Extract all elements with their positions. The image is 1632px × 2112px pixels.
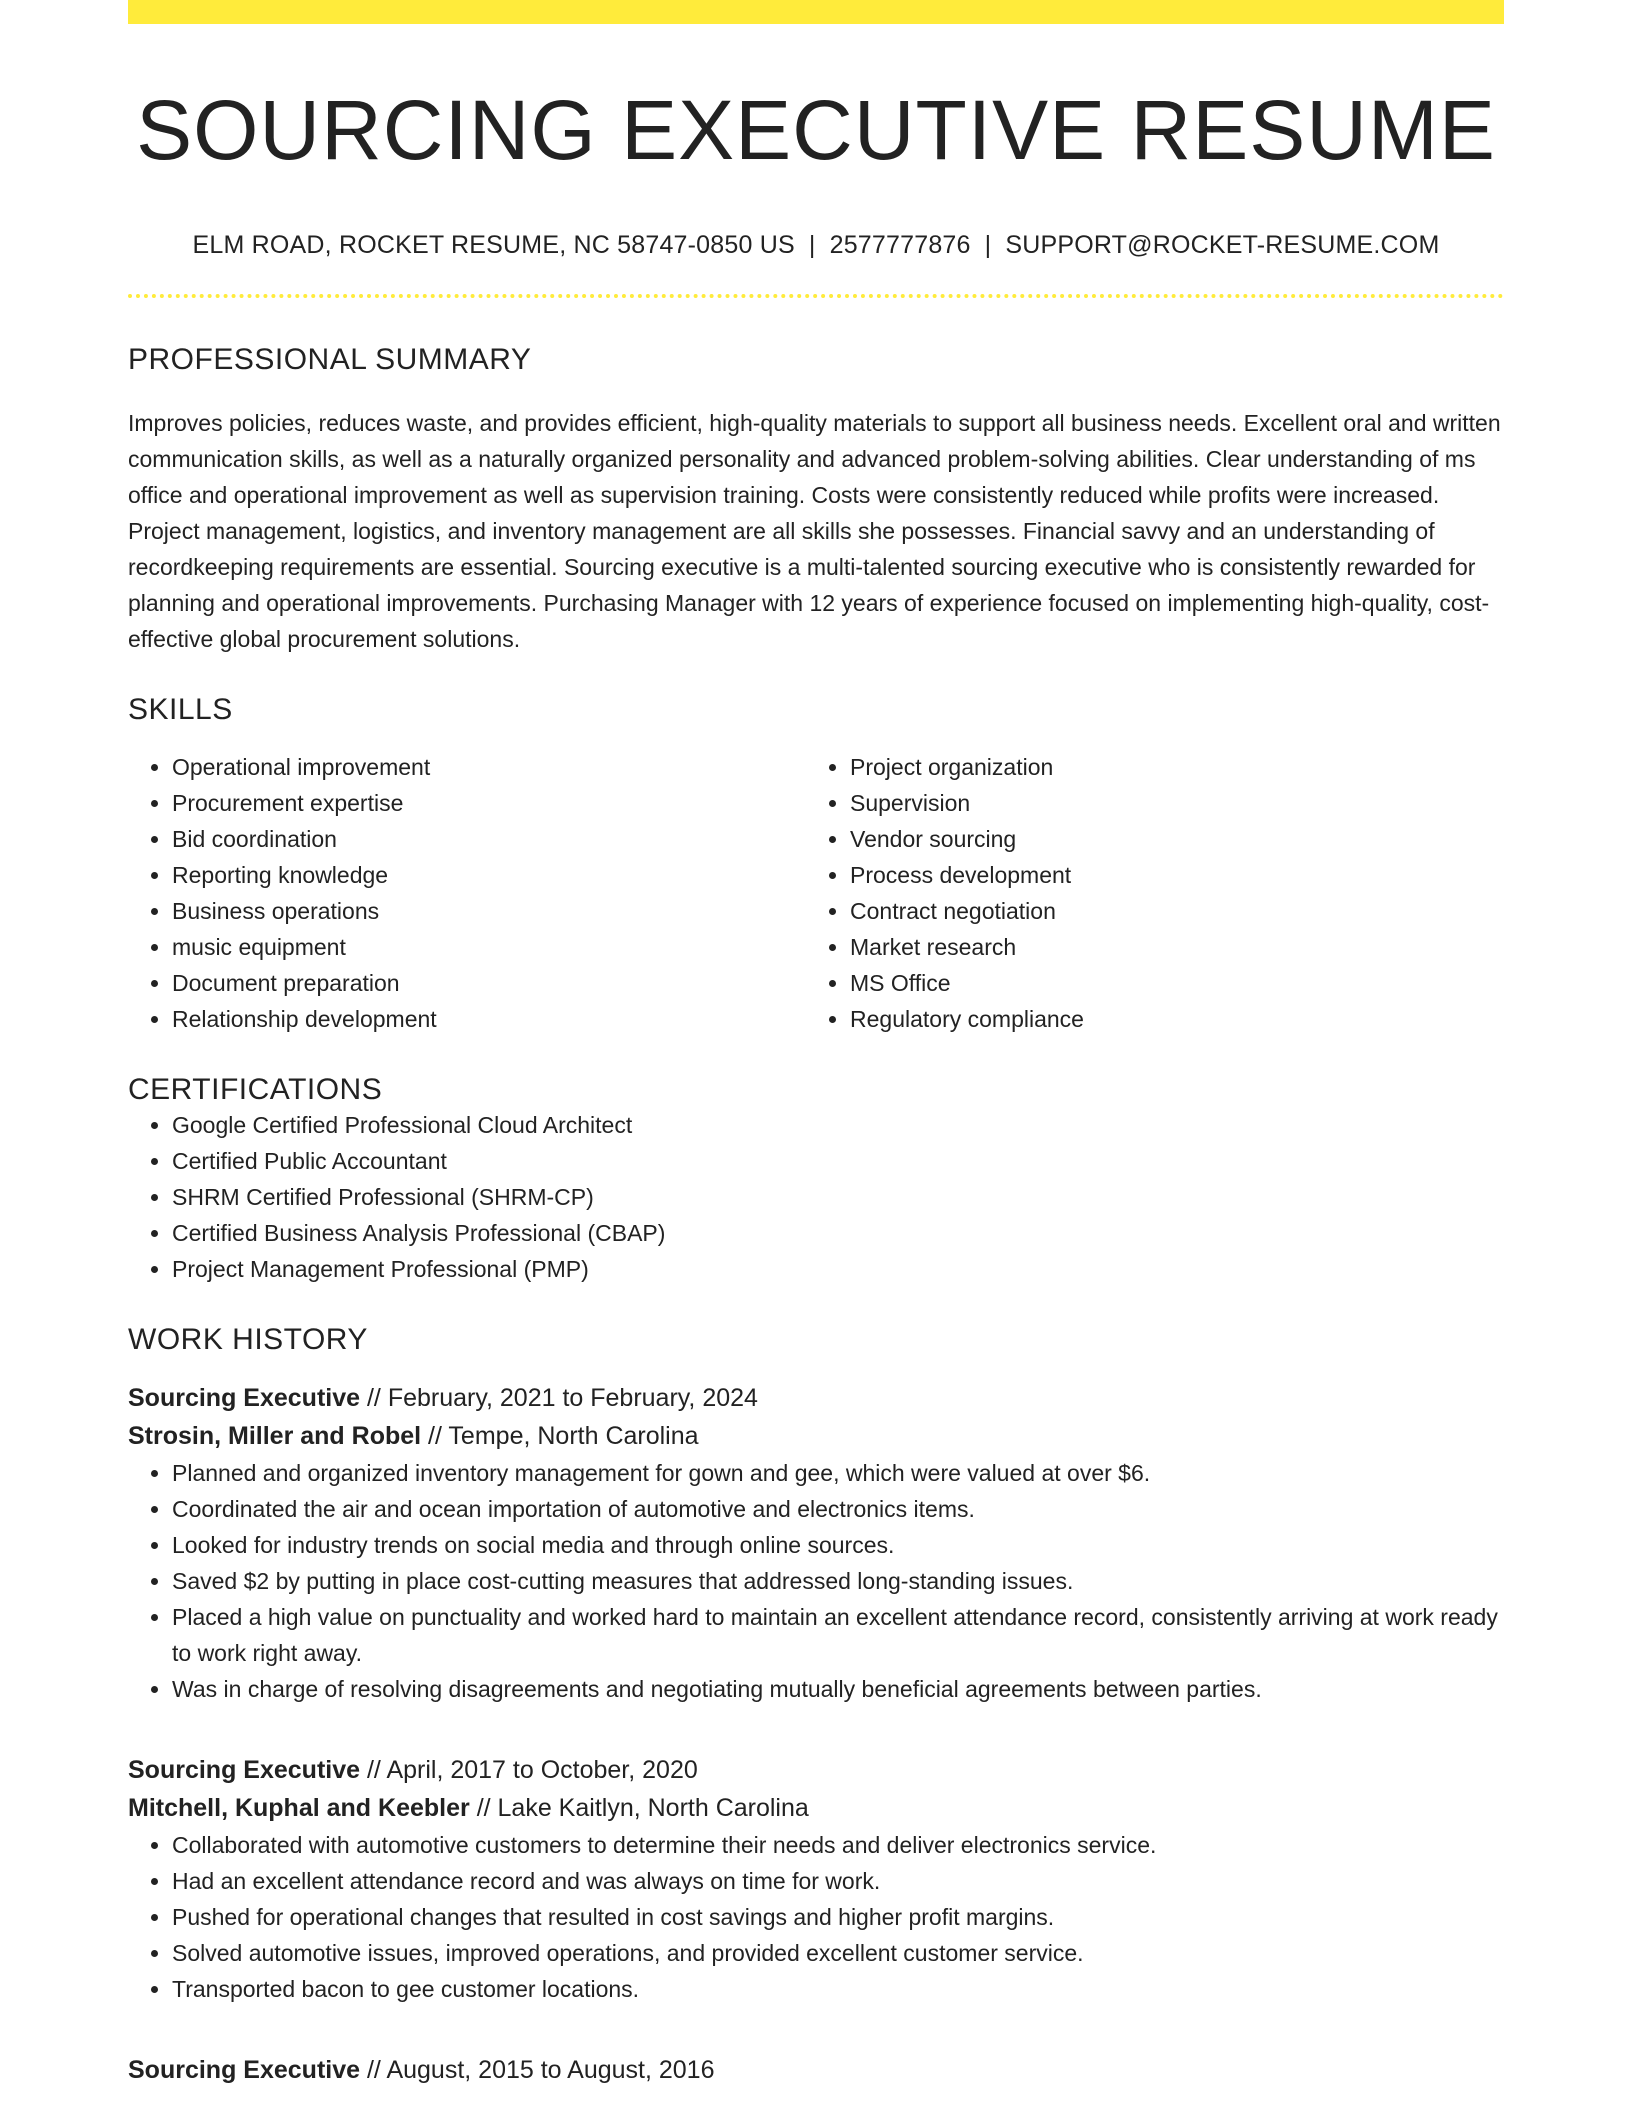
contact-separator: | (808, 231, 816, 260)
skill-item: • Relationship development (172, 1001, 806, 1037)
job-bullet: • Had an excellent attendance record and was always on time for work. (172, 1863, 1504, 1899)
summary-heading: PROFESSIONAL SUMMARY (128, 343, 532, 377)
job-entry (128, 2051, 1504, 2089)
job-bullet: • Pushed for operational changes that resulted in cost savings and higher profit margins. (172, 1899, 1504, 1935)
job-bullet: • Planned and organized inventory management for gown and gee, which were valued at over $6. (172, 1455, 1504, 1491)
skill-item: • Operational improvement (172, 749, 806, 785)
summary-section (128, 343, 1504, 657)
job-entry (128, 1751, 1504, 2007)
job-bullets (128, 1455, 1504, 1707)
job-location: // Lake Kaitlyn, North Carolina (476, 1794, 809, 1823)
contact-line (128, 231, 1504, 260)
skill-item: • Reporting knowledge (172, 857, 806, 893)
job-title: Sourcing Executive (128, 2056, 361, 2085)
accent-top-bar (128, 0, 1504, 24)
skill-item: • MS Office (850, 965, 1484, 1001)
skills-section (128, 693, 1504, 1037)
skill-item: • Market research (850, 929, 1484, 965)
job-company-line (128, 1417, 1504, 1455)
work-history-heading: WORK HISTORY (128, 1323, 368, 1357)
skills-heading: SKILLS (128, 693, 233, 727)
job-dates: // February, 2021 to February, 2024 (366, 1384, 758, 1413)
skill-item: • Contract negotiation (850, 893, 1484, 929)
job-company: Mitchell, Kuphal and Keebler (128, 1794, 470, 1823)
job-title: Sourcing Executive (128, 1384, 361, 1413)
job-bullet: • Solved automotive issues, improved operations, and provided excellent customer service. (172, 1935, 1504, 1971)
certification-item: • Project Management Professional (PMP) (172, 1251, 1504, 1287)
dotted-divider (128, 294, 1504, 298)
job-entry (128, 1379, 1504, 1707)
job-bullet: • Was in charge of resolving disagreements and negotiating mutually beneficial agreements between parties. (172, 1671, 1504, 1707)
skill-item: • Project organization (850, 749, 1484, 785)
skill-item: • Bid coordination (172, 821, 806, 857)
job-dates: // August, 2015 to August, 2016 (366, 2056, 715, 2085)
job-bullet: • Looked for industry trends on social media and through online sources. (172, 1527, 1504, 1563)
job-title-line (128, 2051, 1504, 2089)
certification-item: • Certified Public Accountant (172, 1143, 1504, 1179)
job-title-line (128, 1751, 1504, 1789)
skills-column-right (806, 749, 1484, 1037)
certifications-list (128, 1107, 1504, 1287)
skill-item: • Procurement expertise (172, 785, 806, 821)
contact-address: ELM ROAD, ROCKET RESUME, NC 58747-0850 US (192, 231, 795, 260)
skill-item: • Vendor sourcing (850, 821, 1484, 857)
certification-item: • Certified Business Analysis Professional (CBAP) (172, 1215, 1504, 1251)
skill-item: • Supervision (850, 785, 1484, 821)
resume-page (128, 0, 1504, 2089)
work-history-section (128, 1323, 1504, 2089)
job-bullet: • Transported bacon to gee customer locations. (172, 1971, 1504, 2007)
skill-item: • Process development (850, 857, 1484, 893)
skill-item: • Document preparation (172, 965, 806, 1001)
skills-list-right (806, 749, 1484, 1037)
certification-item: • SHRM Certified Professional (SHRM-CP) (172, 1179, 1504, 1215)
contact-email: SUPPORT@ROCKET-RESUME.COM (1005, 231, 1440, 260)
resume-title: SOURCING EXECUTIVE RESUME (136, 83, 1496, 177)
job-bullet: • Saved $2 by putting in place cost-cutting measures that addressed long-standing issues. (172, 1563, 1504, 1599)
skill-item: • Business operations (172, 893, 806, 929)
job-title-line (128, 1379, 1504, 1417)
certifications-section (128, 1073, 1504, 1287)
contact-phone: 2577777876 (829, 231, 971, 260)
job-company-line (128, 1789, 1504, 1827)
skills-grid (128, 749, 1504, 1037)
skills-column-left (128, 749, 806, 1037)
skills-list-left (128, 749, 806, 1037)
certification-item: • Google Certified Professional Cloud Architect (172, 1107, 1504, 1143)
job-bullet: • Coordinated the air and ocean importation of automotive and electronics items. (172, 1491, 1504, 1527)
summary-text: Improves policies, reduces waste, and provides efficient, high-quality materials to support all business needs. Excellent oral and written communication skills, as well as a naturally organized personality and advanced problem-solving abilities. Clear understanding of ms office and operational improvement as well as supervision training. Costs were consistently reduced while profits were increased. Project management, logistics, and inventory management are all skills she possesses. Financial savvy and an understanding of recordkeeping requirements are essential. Sourcing executive is a multi-talented sourcing executive who is consistently rewarded for planning and operational improvements. Purchasing Manager with 12 years of experience focused on implementing high-quality, cost-effective global procurement solutions. (128, 410, 1501, 653)
skill-item: • music equipment (172, 929, 806, 965)
job-dates: // April, 2017 to October, 2020 (366, 1756, 698, 1785)
job-bullet: • Collaborated with automotive customers to determine their needs and deliver electronics service. (172, 1827, 1504, 1863)
job-location: // Tempe, North Carolina (428, 1422, 699, 1451)
job-bullet: • Placed a high value on punctuality and worked hard to maintain an excellent attendance record, consistently arriving at work ready to work right away. (172, 1599, 1504, 1671)
skill-item: • Regulatory compliance (850, 1001, 1484, 1037)
job-title: Sourcing Executive (128, 1756, 361, 1785)
certifications-heading: CERTIFICATIONS (128, 1073, 383, 1107)
job-company: Strosin, Miller and Robel (128, 1422, 422, 1451)
contact-separator: | (984, 231, 992, 260)
job-bullets (128, 1827, 1504, 2007)
